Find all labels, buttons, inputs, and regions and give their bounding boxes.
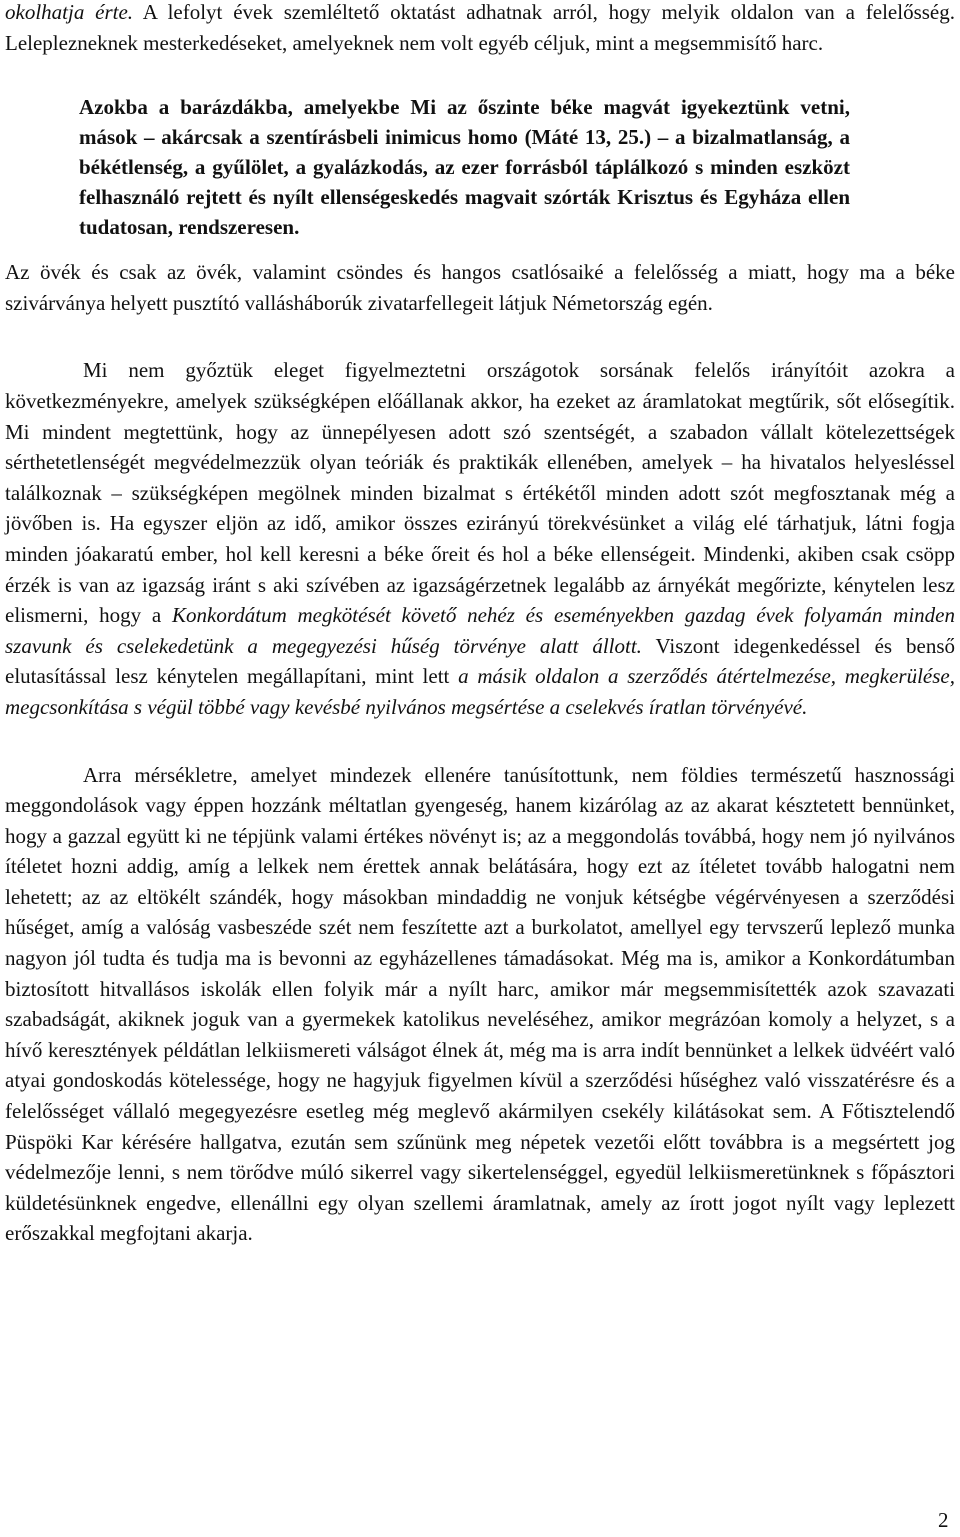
document-page bbox=[5, 0, 955, 1249]
italic-fragment: a másik oldalon a szerződés átértelmezése, megkerülése, megcsonkítása s végül többé vagy kevésbé nyilvános megsértése a cselekvés íratlan törvényévé. bbox=[5, 664, 955, 719]
bold-quote-paragraph: Azokba a barázdákba, amelyekbe Mi az őszinte béke magvát igyekeztünk vetni, mások – akárcsak a szentírásbeli inimicus homo (Máté 13, 25.) – a bizalmatlanság, a békétlenség, a gyűlölet, a gyalázkodás, az ezer forrásból táplálkozó s minden eszközt felhasználó rejtett és nyílt ellenségeskedés magvait szórták Krisztus és Egyháza ellen tudatosan, rendszeresen. bbox=[79, 95, 850, 240]
paragraph-responsibility: Az övék és csak az övék, valamint csöndes és hangos csatlósaiké a felelősség a miatt, hogy ma a béke szivárványa helyett pusztító vallásháborúk zivatarfellegeit látjuk Németország egén. bbox=[5, 260, 955, 315]
text-fragment: A lefolyt évek szemléltető oktatást adhatnak arról, hogy melyik oldalon van a felelősség. Leleplezneknek mesterkedéseket, amelyeknek nem volt egyéb céljuk, mint a megsemmisítő harc. bbox=[5, 0, 955, 55]
italic-fragment: Konkordátum megkötését követő nehéz és eseményekben gazdag évek folyamán minden szavunk és cselekedetünk a megegyezési hűség törvénye alatt állott. bbox=[5, 603, 956, 658]
page-number: 2 bbox=[938, 1508, 949, 1532]
text-fragment: Mi nem győztük eleget figyelmeztetni országotok sorsának felelős irányítóit azokra a következményekre, amelyek szükségképen előállanak akkor, ha ezeket az áramlatokat megtűrik, sőt elősegítik. Mi mindent megtettünk, hogy az ünnepélyesen adott szó szentségét, a szabadon vállalt kötelezettségek sérthetetlenségét megvédelmezzük olyan teóriák és praktikák ellenében, amelyek – ha hivatalos helyesléssel találkoznak – szükségképen megölnek minden bizalmat s értékétől minden adott szót megfosztanak még a jövőben is. Ha egyszer eljön az idő, amikor összes ezirányú törekvésünket a világ elé tárhatjuk, látni fogja minden jóakaratú ember, hol kell keresni a béke őreit és hol a béke ellenségeit. Mindenki, akiben csak csöpp érzék is van az igazság iránt s aki szívében az igazságérzetnek legalább az árnyékát megőrizte, kénytelen lesz elismerni, hogy a bbox=[5, 358, 955, 628]
paragraph-moderation: Arra mérsékletre, amelyet mindezek ellenére tanúsítottunk, nem földies természetű hasznossági meggondolások vagy éppen hozzánk méltatlan gyengeség, hanem kizárólag az az akarat késztetett bennünket, hogy a gazzal együtt ki ne tépjünk valami értékes növényt is; az a meggondolás továbbá, hogy nem jó nyilvános ítéletet hozni addig, amíg a lelkek nem érettek annak belátására, hogy ezt az ítéletet tovább halogatni nem lehetett; az az eltökélt szándék, hogy másokban mindaddig ne vonjuk kétségbe végérvényesen a szerződési hűséget, amíg a valóság vasbeszéde szét nem feszítette azt a burkolatot, amellyel egy tervszerű leplező munka nagyon jól tudta és tudja ma is bevonni az egyházellenes támadásokat. Még ma is, amikor a Konkordátumban biztosított hitvallásos iskolák ellen folyik már a nyílt harc, amikor már megsemmisítették azok szavazati szabadságát, akiknek joguk van a gyermekek katolikus neveléséhez, amikor megrázóan komoly a helyzet, s a hívő keresztények példátlan lelkiismereti válságot élnek át, még ma is arra indít bennünket a lelkek üdvéért való atyai gondoskodás kötelessége, hogy ne hagyjuk figyelmen kívül a szerződési hűséghez való visszatérésre és a felelősséget vállaló megegyezésre esetleg még meglevő akármilyen csekély kilátásokat sem. A Főtisztelendő Püspöki Kar kérésére hallgatva, ezután sem szűnünk meg népetek vezetői előtt továbbra is a megsértett jog védelmezője lenni, s nem törődve múló sikerrel vagy sikertelenséggel, egyedül lelkiismeretünknek s főpásztori küldetésünknek engedve, ellenállni egy olyan szellemi áramlatnak, amely az írott jogot nyílt vagy leplezett erőszakkal megfojtani akarja. bbox=[5, 762, 955, 1246]
italic-fragment: okolhatja érte. bbox=[5, 0, 134, 24]
text-fragment: Viszont idegenkedéssel és benső elutasítással lesz kénytelen megállapítani, mint lett bbox=[5, 633, 955, 689]
paragraph-warnings bbox=[5, 355, 955, 722]
paragraph-continuation bbox=[5, 0, 955, 58]
